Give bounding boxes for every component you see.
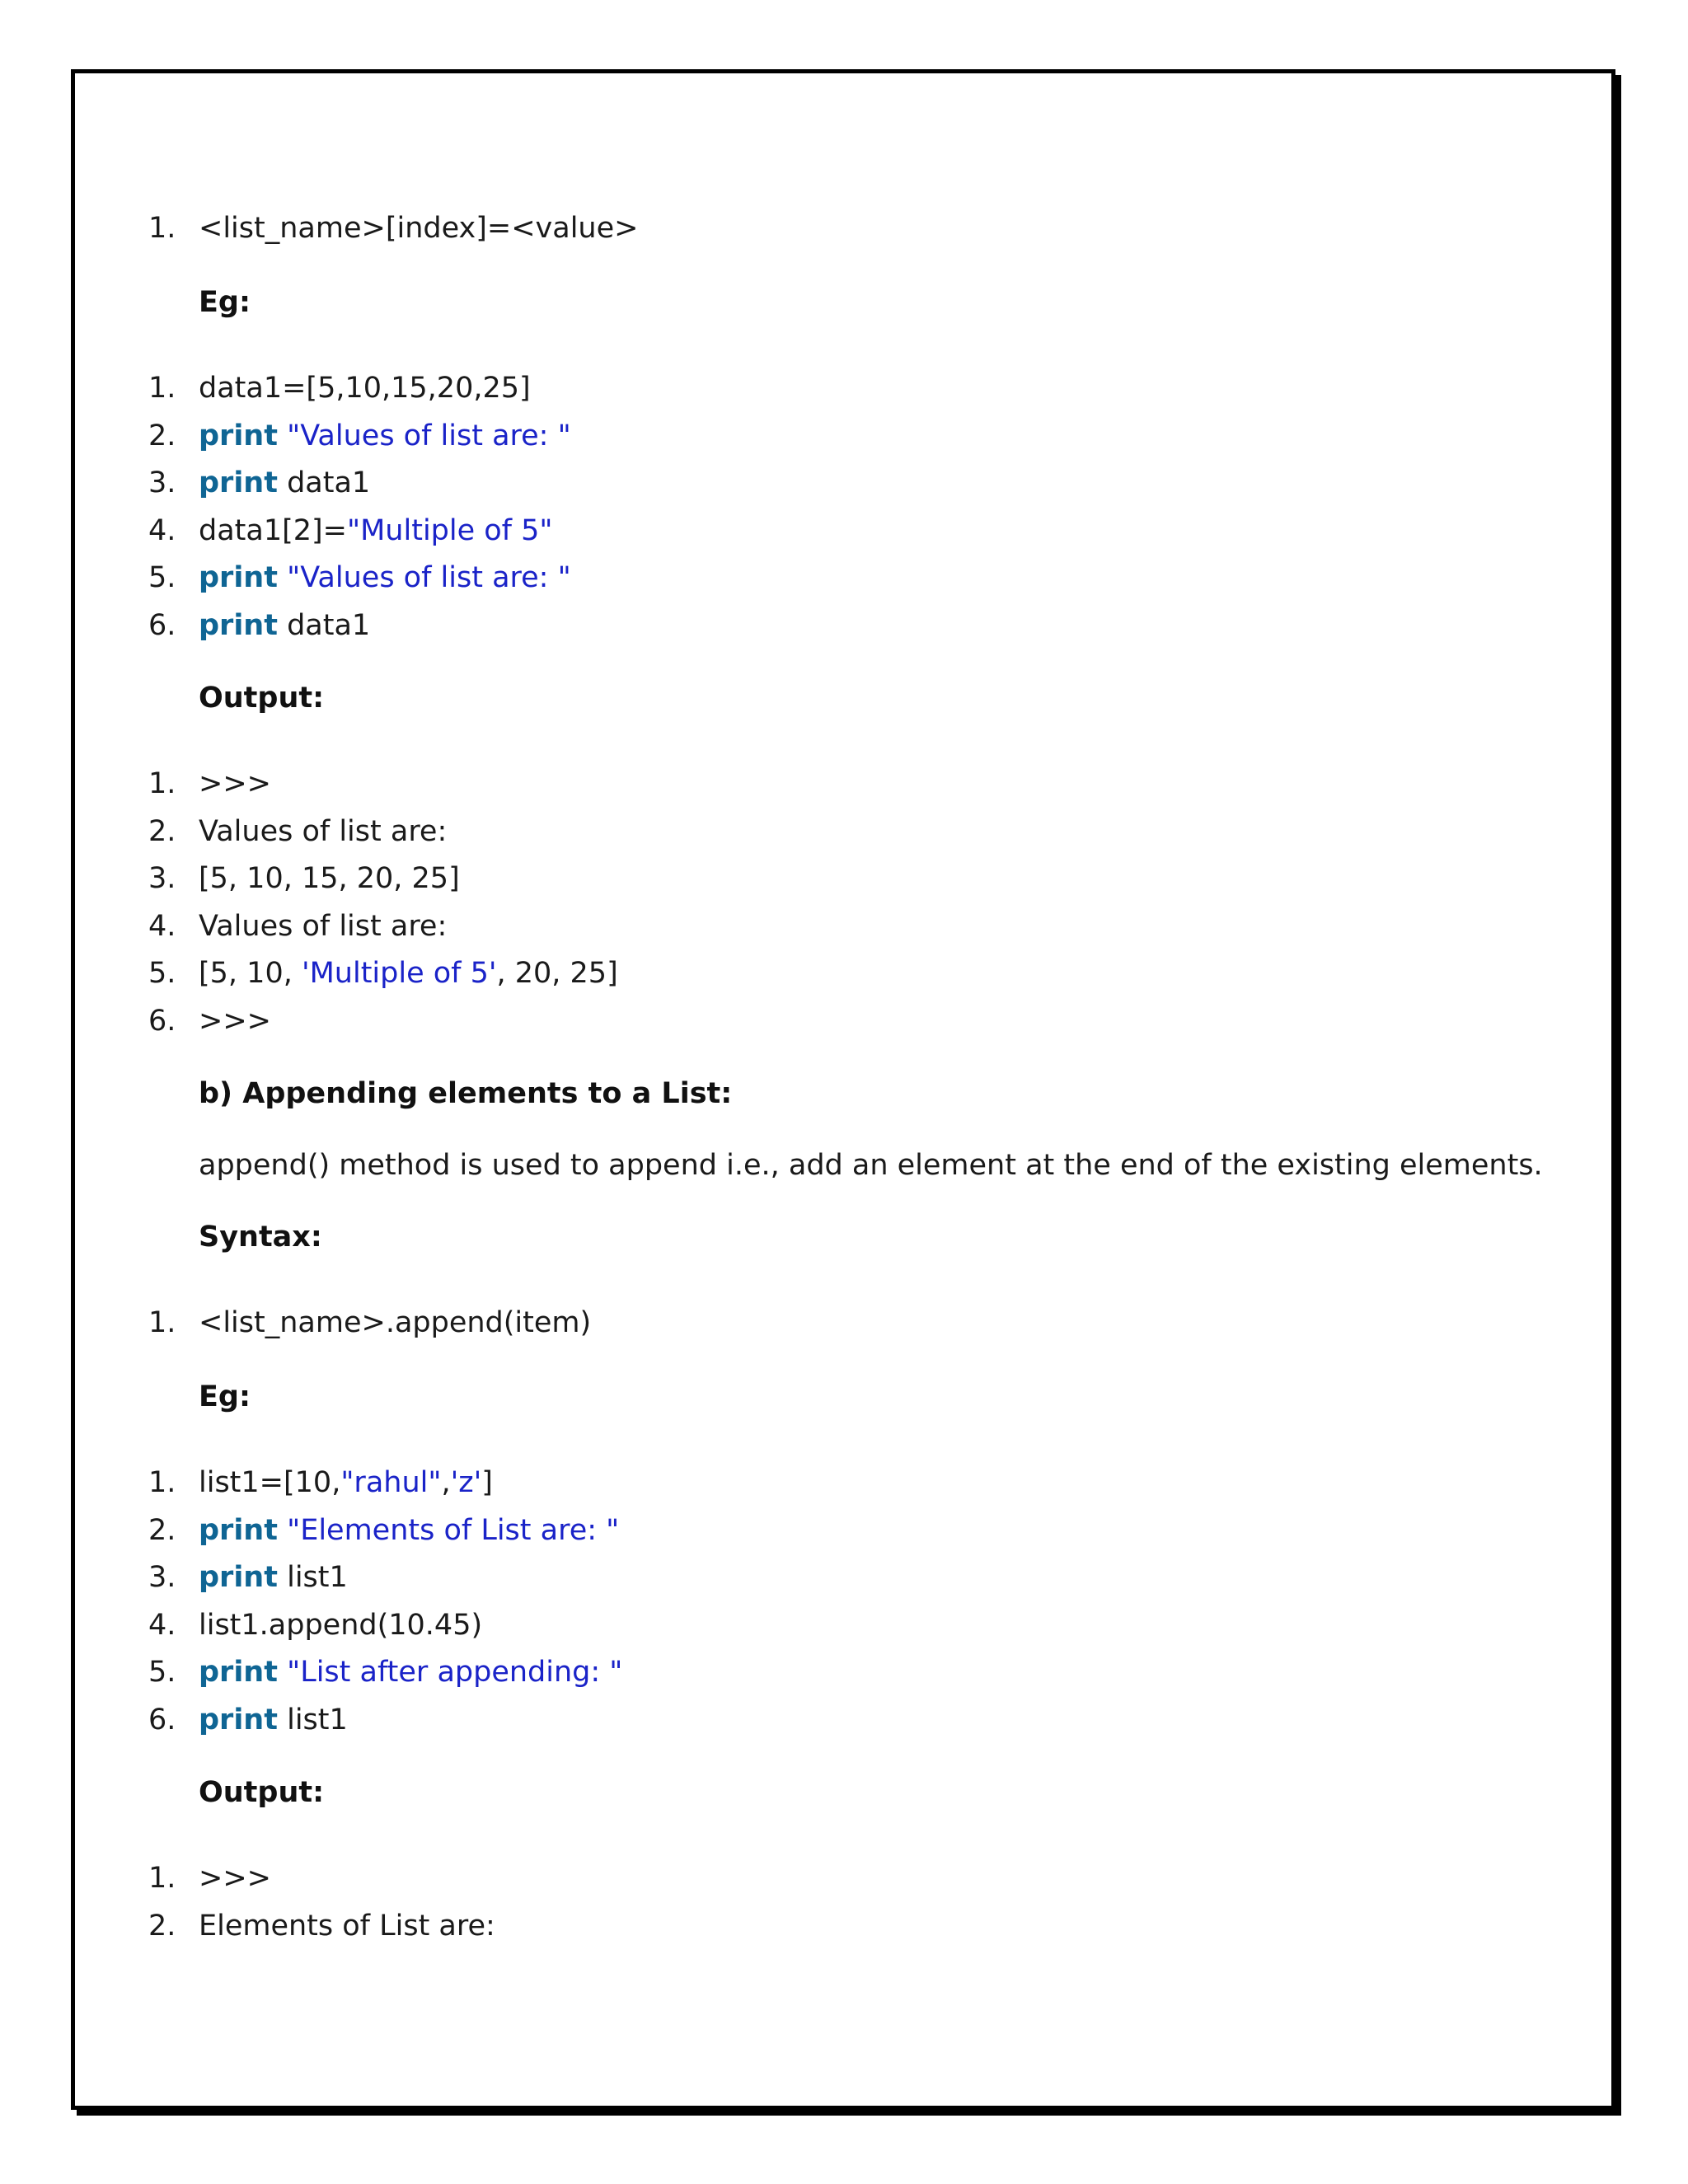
- text-token: Values of list are:: [199, 814, 448, 848]
- text-token: list1: [277, 1561, 348, 1594]
- line-text: [199, 1855, 271, 1903]
- string-token: "Multiple of 5": [347, 513, 553, 547]
- line-number: 5.: [148, 1656, 176, 1689]
- string-token: 'Multiple of 5': [301, 957, 497, 990]
- string-token: 'z': [450, 1466, 482, 1499]
- line-text: [199, 1602, 482, 1650]
- text-token: [5, 10,: [199, 957, 302, 990]
- line-number: 1.: [148, 212, 176, 245]
- string-token: "List after appending: ": [287, 1656, 623, 1689]
- keyword-token: print: [199, 1513, 278, 1547]
- line-text: [199, 903, 447, 951]
- line-text: [199, 761, 271, 808]
- text-token: list1.append(10.45): [199, 1608, 483, 1642]
- line-number: 6.: [148, 608, 176, 642]
- keyword-token: print: [199, 1656, 278, 1689]
- line-text: [199, 998, 271, 1046]
- syntax-label: Syntax:: [199, 1221, 322, 1254]
- section-b-heading: b) Appending elements to a List:: [199, 1077, 733, 1110]
- line-text: [199, 1903, 495, 1951]
- text-token: [278, 1656, 287, 1689]
- text-token: [278, 561, 287, 594]
- line-text: [199, 1649, 622, 1697]
- text-token: , 20, 25]: [496, 957, 618, 990]
- text-token: list1: [277, 1703, 348, 1736]
- text-token: >>>: [199, 1004, 271, 1038]
- line-text: [199, 460, 370, 508]
- text-token: data1[2]=: [199, 513, 348, 547]
- line-number: 6.: [148, 1703, 176, 1736]
- line-text: [199, 508, 553, 555]
- string-token: "Elements of List are: ": [287, 1513, 620, 1547]
- line-text: [199, 205, 638, 253]
- line-number: 1.: [148, 1466, 176, 1499]
- line-number: 4.: [148, 513, 176, 547]
- text-token: <list_name>[index]=<value>: [199, 212, 639, 245]
- line-text: [199, 365, 531, 413]
- line-text: [199, 1460, 493, 1507]
- line-number: 1.: [148, 1862, 176, 1895]
- line-number: 2.: [148, 419, 176, 452]
- line-number: 3.: [148, 862, 176, 895]
- output-label-2: Output:: [199, 1776, 325, 1809]
- keyword-token: print: [199, 466, 278, 499]
- line-number: 2.: [148, 1909, 176, 1943]
- keyword-token: print: [199, 608, 278, 642]
- line-number: 1.: [148, 372, 176, 405]
- line-number: 2.: [148, 1513, 176, 1547]
- line-text: [199, 950, 618, 998]
- text-token: data1: [277, 608, 371, 642]
- line-text: [199, 808, 447, 856]
- keyword-token: print: [199, 561, 278, 594]
- string-token: "Values of list are: ": [287, 419, 571, 452]
- line-number: 1.: [148, 1306, 176, 1339]
- eg-label-1: Eg:: [199, 286, 251, 319]
- line-text: [199, 555, 571, 602]
- section-b-description: append() method is used to append i.e., add an element at the end of the existing elements.: [199, 1149, 1543, 1182]
- line-text: [199, 1697, 348, 1745]
- keyword-token: print: [199, 1561, 278, 1594]
- line-number: 6.: [148, 1004, 176, 1038]
- text-token: ,: [441, 1466, 451, 1499]
- text-token: [5, 10, 15, 20, 25]: [199, 862, 460, 895]
- line-text: [199, 1554, 348, 1602]
- text-token: >>>: [199, 767, 271, 800]
- string-token: "rahul": [340, 1466, 442, 1499]
- text-token: >>>: [199, 1862, 271, 1895]
- line-text: [199, 602, 370, 650]
- text-token: [278, 1514, 287, 1547]
- keyword-token: print: [199, 1703, 278, 1736]
- text-token: Elements of List are:: [199, 1909, 495, 1943]
- text-token: data1=[5,10,15,20,25]: [199, 372, 531, 405]
- line-number: 3.: [148, 1561, 176, 1594]
- text-token: list1=[10,: [199, 1466, 341, 1499]
- text-token: [278, 419, 287, 452]
- text-token: Values of list are:: [199, 909, 448, 943]
- line-text: [199, 1507, 619, 1555]
- keyword-token: print: [199, 419, 278, 452]
- line-number: 1.: [148, 767, 176, 800]
- line-text: [199, 1300, 591, 1347]
- line-number: 2.: [148, 814, 176, 848]
- line-number: 4.: [148, 1608, 176, 1642]
- text-token: data1: [277, 466, 371, 499]
- line-number: 4.: [148, 909, 176, 943]
- output-label-1: Output:: [199, 682, 325, 715]
- string-token: "Values of list are: ": [287, 561, 571, 594]
- line-number: 5.: [148, 957, 176, 990]
- text-token: <list_name>.append(item): [199, 1306, 592, 1339]
- line-text: [199, 855, 460, 903]
- eg-label-2: Eg:: [199, 1380, 251, 1413]
- line-number: 3.: [148, 466, 176, 499]
- line-text: [199, 413, 571, 461]
- line-number: 5.: [148, 561, 176, 594]
- text-token: ]: [481, 1466, 493, 1499]
